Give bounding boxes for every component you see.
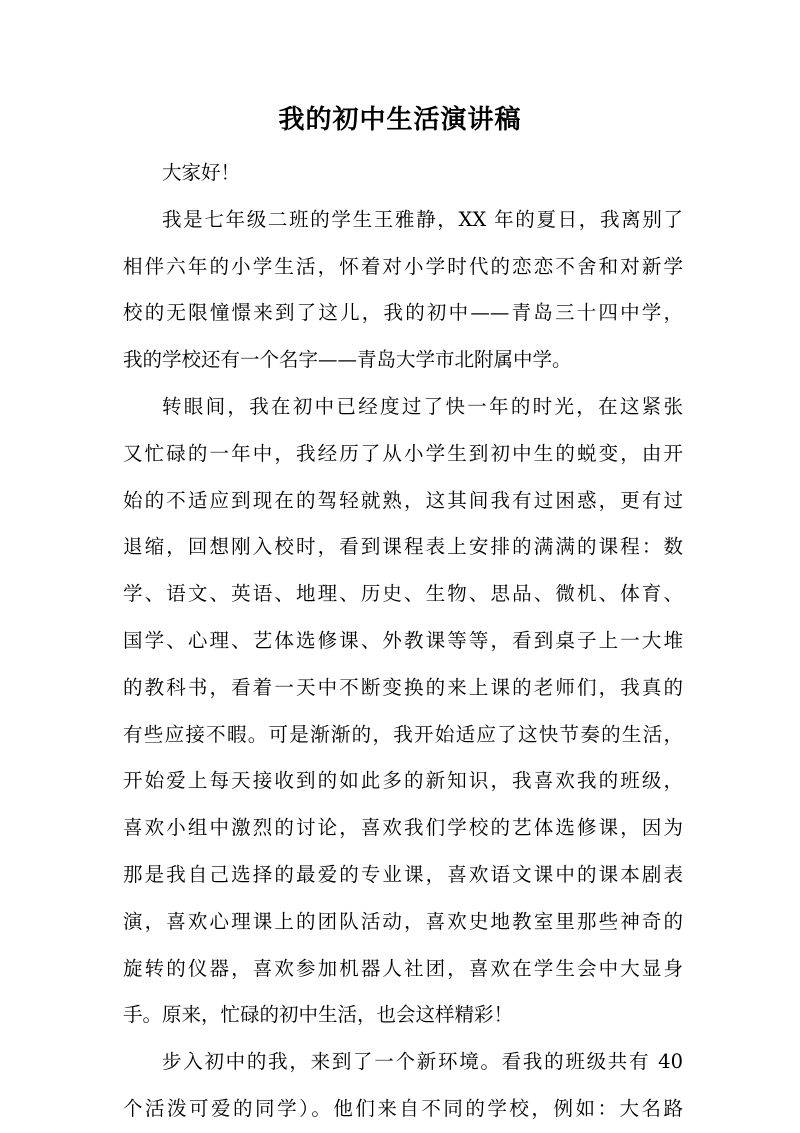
- paragraph-line: 始的不适应到现在的驾轻就熟，这其间我有过困惑，更有过: [123, 488, 683, 512]
- paragraph-line: 那是我自己选择的最爱的专业课，喜欢语文课中的课本剧表: [123, 862, 683, 886]
- paragraph-line: 校的无限憧憬来到了这儿，我的初中——青岛三十四中学，: [123, 301, 683, 325]
- paragraph-line: 步入初中的我，来到了一个新环境。看我的班级共有 40: [162, 1050, 683, 1074]
- paragraph-line: 相伴六年的小学生活，怀着对小学时代的恋恋不舍和对新学: [123, 254, 683, 278]
- paragraph-line: 开始爱上每天接收到的如此多的新知识，我喜欢我的班级，: [123, 769, 683, 793]
- paragraph-line: 旋转的仪器，喜欢参加机器人社团，喜欢在学生会中大显身: [123, 956, 683, 980]
- paragraph-line: 我是七年级二班的学生王雅静，XX 年的夏日，我离别了: [162, 207, 683, 231]
- document-body: [123, 150, 683, 1133]
- paragraph-line: 国学、心理、艺体选修课、外教课等等，看到桌子上一大堆: [123, 628, 683, 652]
- paragraph-line: 学、语文、英语、地理、历史、生物、思品、微机、体育、: [123, 582, 683, 606]
- paragraph-line: 退缩，回想刚入校时，看到课程表上安排的满满的课程：数: [123, 535, 683, 559]
- paragraph-line: 演，喜欢心理课上的团队活动，喜欢史地教室里那些神奇的: [123, 909, 683, 933]
- paragraph-line: 转眼间，我在初中已经度过了快一年的时光，在这紧张: [162, 394, 683, 418]
- paragraph-line: 的教科书，看着一天中不断变换的来上课的老师们，我真的: [123, 675, 683, 699]
- document-title: 我的初中生活演讲稿: [278, 105, 522, 135]
- paragraph-line: 喜欢小组中激烈的讨论，喜欢我们学校的艺体选修课，因为: [123, 816, 683, 840]
- greeting-line: 大家好！: [162, 161, 241, 184]
- paragraph-line: 手。原来，忙碌的初中生活，也会这样精彩！: [123, 1003, 514, 1027]
- paragraph-line: 我的学校还有一个名字——青岛大学市北附属中学。: [123, 348, 572, 372]
- paragraph-line: 又忙碌的一年中，我经历了从小学生到初中生的蜕变，由开: [123, 441, 683, 465]
- paragraph-line: 个活泼可爱的同学）。他们来自不同的学校，例如：大名路: [123, 1096, 683, 1120]
- paragraph-line: 有些应接不暇。可是渐渐的，我开始适应了这快节奏的生活，: [123, 722, 683, 746]
